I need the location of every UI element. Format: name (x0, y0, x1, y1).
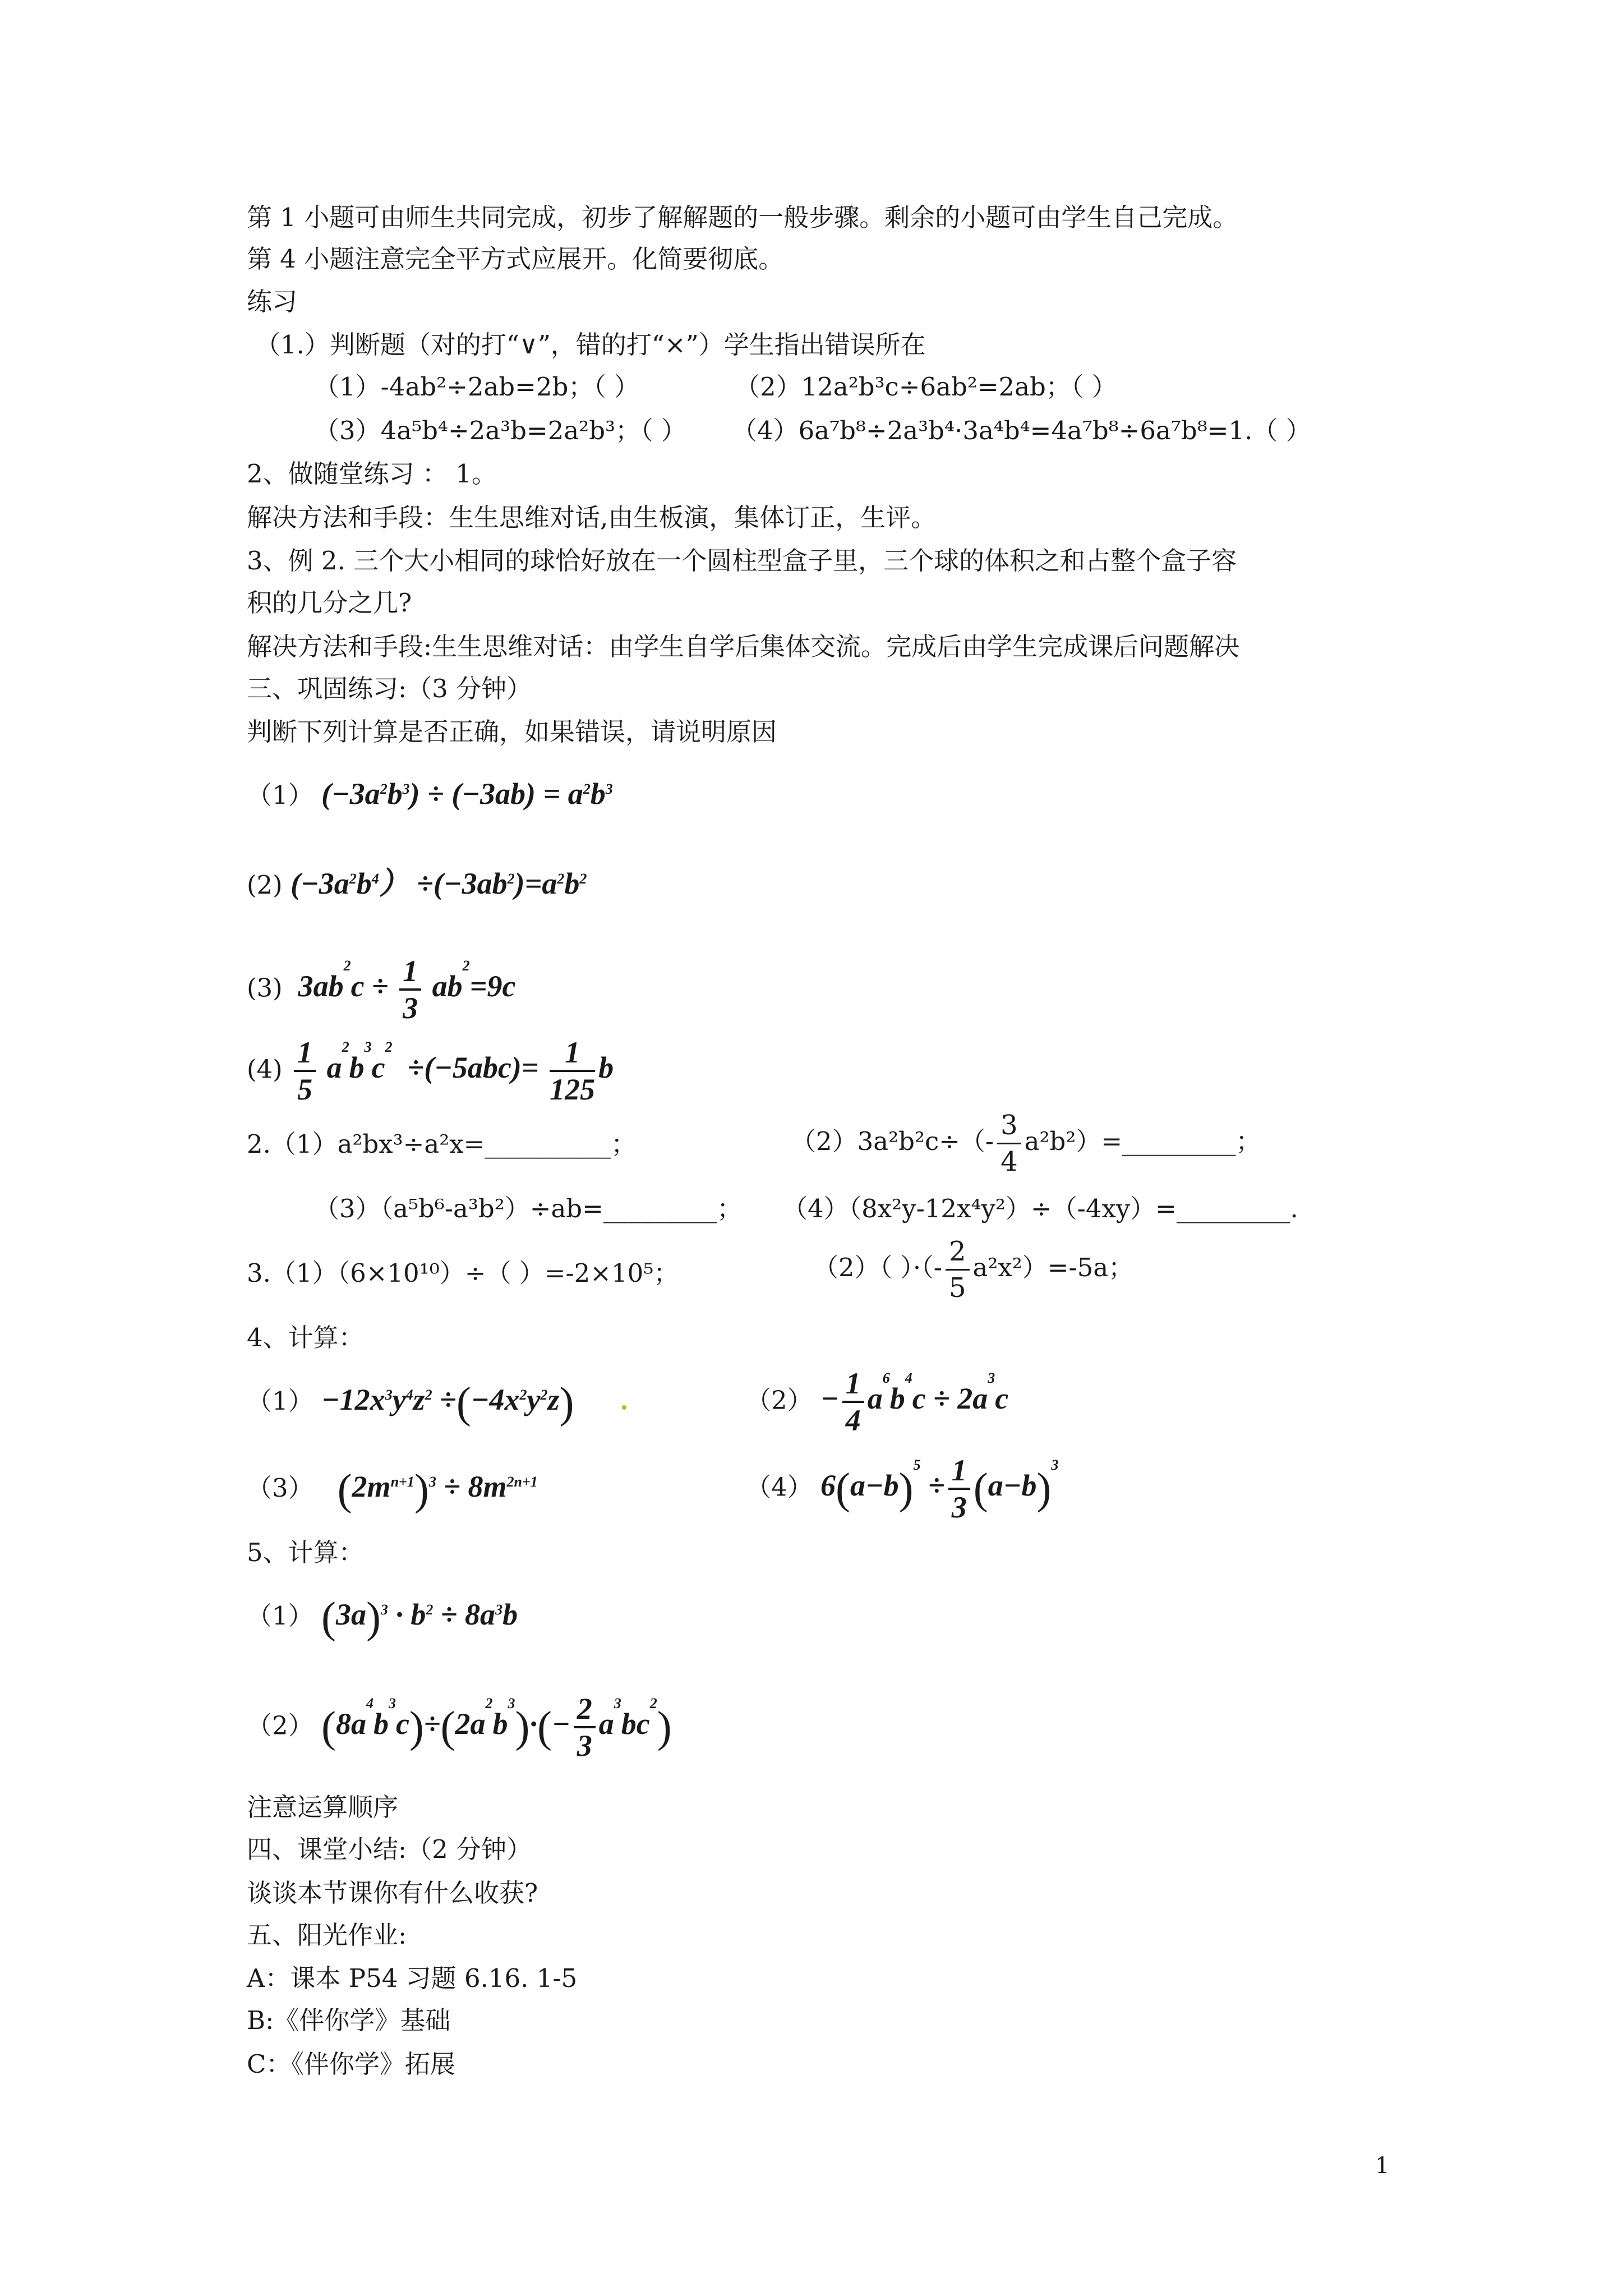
fraction: $\frac{1}{5}$ (294, 1035, 316, 1107)
item-label: （3） (247, 1473, 313, 1503)
exercise-item: （4）（8x²y-12x⁴y²）÷（-4xy）=_________. (782, 1194, 1298, 1223)
judgement-item: （2）12a²b³c÷6ab²=2ab；（ ） (735, 372, 1117, 402)
formula-q3: (3) $3ab^2c$ ÷ $\frac{1}{3}$ $ab^2=9c$ (247, 954, 516, 1025)
fraction: $\frac{3}{4}$ (997, 1108, 1021, 1179)
text-line: 三、巩固练习:（3 分钟） (247, 674, 532, 703)
text-line: B:《伴你学》基础 (247, 2005, 451, 2035)
judgement-item: （4）6a⁷b⁸÷2a³b⁴·3a⁴b⁴=4a⁷b⁸÷6a⁷b⁸=1.（ ） (732, 416, 1311, 445)
page-number: 1 (1375, 2153, 1390, 2179)
item-label: (2) (247, 870, 283, 900)
text-line: 3、例 2. 三个大小相同的球恰好放在一个圆柱型盒子里，三个球的体积之和占整个盒子容 (247, 546, 1237, 576)
item-label: (4) (247, 1054, 283, 1084)
item-label: （1） (247, 1386, 313, 1416)
exercise-item: （3）（a⁵b⁶-a³b²）÷ab=_________； (314, 1194, 743, 1223)
text-line: 解决方法和手段：生生思维对话,由生板演，集体订正，生评。 (247, 503, 937, 532)
fraction: $\frac{1}{4}$ (842, 1366, 864, 1438)
text-line: 解决方法和手段:生生思维对话：由学生自学后集体交流。完成后由学生完成课后问题解决 (247, 632, 1240, 661)
formula-q2: (2) $(-3a^2b^4) \div(-3ab^2)=a^2b^2$ (247, 867, 587, 900)
fraction: $\frac{1}{125}$ (550, 1036, 596, 1106)
text-line: 谈谈本节课你有什么收获? (247, 1878, 538, 1908)
formula-c4-4: （4） $6(a-b)^5$ ÷ $\frac{1}{3}$ $(a-b)^3$ (746, 1453, 1059, 1524)
text-line: C：《伴你学》拓展 (247, 2049, 455, 2079)
text-line: A：课本 P54 习题 6.16. 1-5 (247, 1963, 578, 1993)
exercise-item: （2）3a²b²c÷（- $\frac{3}{4}$ a²b²）=_________； (791, 1108, 1261, 1179)
item-label: （1） (247, 1601, 313, 1631)
text-line: 练习 (247, 287, 298, 316)
text-line: 第 4 小题注意完全平方式应展开。化简要彻底。 (247, 244, 784, 274)
formula-q1: （1） $(-3a^2b^3) \div (-3ab) = a^2b^3$ (247, 777, 613, 811)
item-label: （1） (247, 780, 313, 810)
item-label: （2） (746, 1385, 813, 1415)
item-label: （4） (746, 1472, 813, 1502)
yellow-dot-mark (622, 1405, 626, 1410)
fraction: $\frac{1}{3}$ (948, 1453, 970, 1525)
text-line: 五、阳光作业: (247, 1920, 407, 1950)
item-label: （2） (247, 1710, 313, 1741)
formula-c4-2: （2） − $\frac{1}{4}$ $a^6b^4c \div 2a^3c$ (746, 1366, 1009, 1437)
text-line: 积的几分之几? (247, 588, 412, 618)
exercise-item: 3.（1）（6×10¹⁰）÷（ ）=-2×10⁵； (247, 1258, 679, 1288)
judgement-item: （3）4a⁵b⁴÷2a³b=2a²b³；（ ） (314, 416, 686, 445)
fraction: $\frac{2}{3}$ (574, 1691, 596, 1763)
formula-c5-1: （1） $(3a)^3 \cdot b^2 \div 8a^3b$ (247, 1593, 518, 1642)
formula-c5-2: （2） $(8a^4b^3c)\div(2a^2b^3)\cdot(-$ $\frac{2}{3}$ $a^3bc^2$) (247, 1692, 672, 1763)
text-line: 判断下列计算是否正确，如果错误，请说明原因 (247, 717, 777, 747)
fraction: $\frac{2}{5}$ (946, 1234, 970, 1305)
formula-q4: (4) $\frac{1}{5}$ $a^2b^3c^2 \div(-5abc)=$ $\frac{1}{125}$ b (247, 1036, 614, 1106)
text-line: 4、计算： (247, 1323, 364, 1352)
text-line: 第 1 小题可由师生共同完成，初步了解解题的一般步骤。剩余的小题可由学生自己完成。 (247, 203, 1238, 232)
text-line: 5、计算： (247, 1538, 364, 1567)
item-label: (3) (247, 973, 283, 1003)
formula-c4-3: （3） $(2m^{n+1})^3 \div 8m^{2n+1}$ (247, 1465, 538, 1514)
text-line: 注意运算顺序 (247, 1792, 399, 1822)
formula-c4-1: $(1) -12x^3y^4z^2 \div(-4x^2y^2z)$ (247, 1383, 626, 1420)
fraction: $\frac{1}{3}$ (399, 954, 421, 1025)
exercise-item: （2）（ ）·（- $\frac{2}{5}$ a²x²）=-5a； (813, 1234, 1133, 1305)
text-line: （1.）判断题（对的打“∨”，错的打“×”）学生指出错误所在 (255, 330, 926, 360)
text-line: 四、课堂小结:（2 分钟） (247, 1834, 532, 1864)
judgement-item: （1）-4ab²÷2ab=2b；（ ） (314, 372, 640, 402)
text-line: 2、做随堂练习 ： 1。 (247, 459, 497, 489)
exercise-item: 2.（1）a²bx³÷a²x=__________； (247, 1129, 637, 1159)
